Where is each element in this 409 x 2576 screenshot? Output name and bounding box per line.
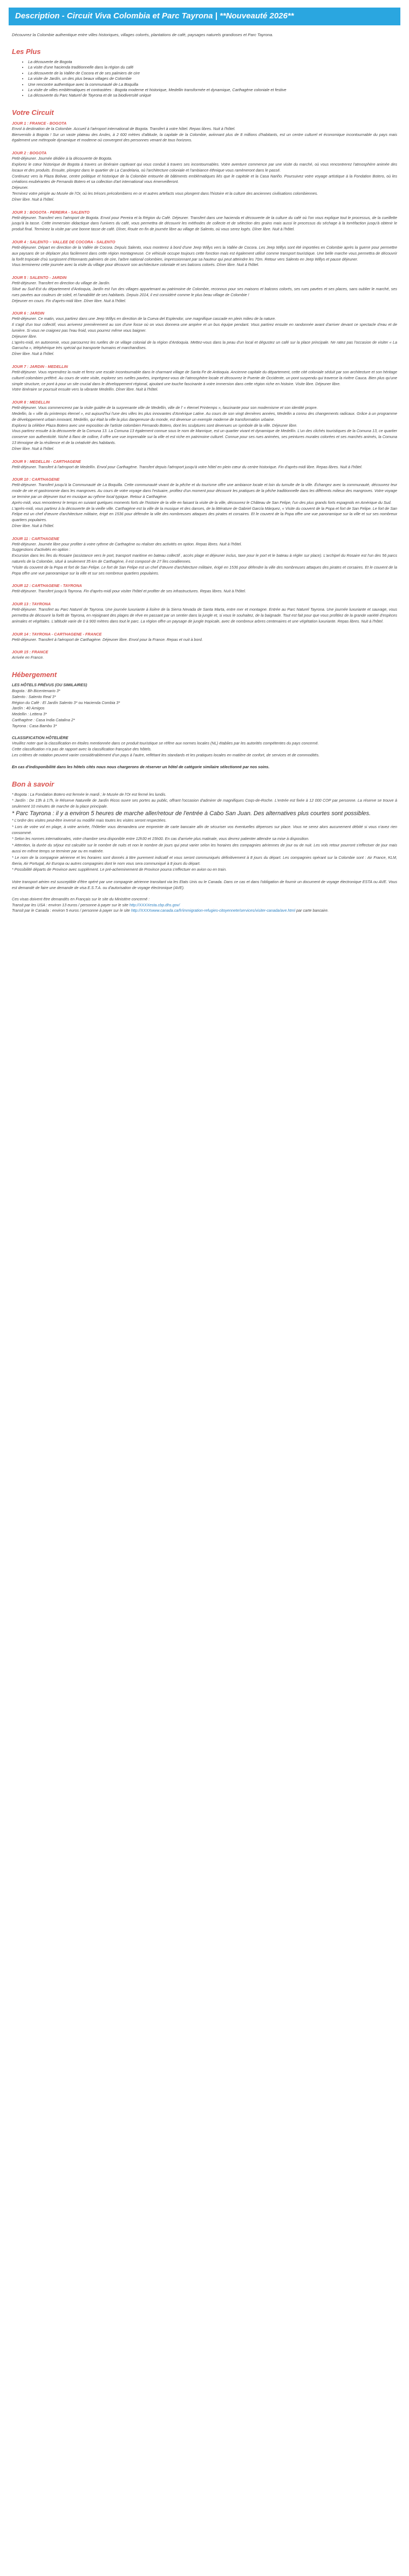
day-text: Petit-déjeuner. Vous reprendrez la route et ferez une escale incontournable dans le charmant village de Santa Fe de Antioquia. Ancienne capitale du département, cette cité coloniale séduit par son architecture et son héritage culturel colombien préféré. Au cours de votre visite, explorez ses ruelles pavées, imprégnez-vous de l'atmosphère locale et découvrez le Puente de Occidente, un pont suspendu qui traverse la rivière Cauca. Bien plus qu'une simple structure, ce pont à pour un site crucial dans le développement régional, ajoutant une touche fascinante à votre immersion dans cette région riche en histoire. Visite libre. Déjeuner libre. (12, 369, 397, 386)
know-item: * Lors de votre vol en plage, à votre arrivée, l'hôtelier vous demandera une empreinte de carte bancaire afin de sécuriser vos éventuelles dépenses sur place. Vous ne serez alors aucunement débité si vous n'avez rien consommé. (12, 824, 397, 835)
day-title: JOUR 15 : FRANCE (12, 650, 49, 655)
day-text: Petit-déjeuner. Transfert vers l'aéroport de Bogota. Envol pour Pereira et la Région du Café. Déjeuner. Transfert dans une hacienda et découverte de la culture du café où l'on vous explique tout le processus, de la cueillette jusqu'à la tasse. Cette immersion didactique dans l'univers du café, vous permettra de découvrir les méthodes de collecte et de sélection des grains mais aussi le processus du séchage à la torréfaction jusqu'à obtenir le produit final. Terminez la visite par une bonne tasse de café. Dîner, Route en fin de journée libre au village de Salento, où vous serez logés. Dîner libre. Nuit à l'hôtel. (12, 215, 397, 232)
day-block (12, 459, 397, 470)
know-heading: Bon à savoir (12, 780, 54, 788)
know-item: * Le nom de la compagnie aérienne et les horaires sont donnés à titre purement indicatif et vous seront communiqués définitivement à 8 jours du départ. Les compagnies opérant sur la Colombie sont : Air France, KLM, Iberia, Air Portugal, Air Europa ou autres compagnies dont le nom vous sera communiqué à 8 jours du départ. (12, 855, 397, 866)
know-section (12, 792, 397, 873)
day-block (12, 209, 397, 233)
hotel-item: Tayrona : Casa Bambu 3* (12, 723, 57, 728)
classification-para: Les critères de notation peuvent varier considérablement d'un pays à l'autre, reflétant les standards et les pratiques locales en matière de confort, de services et de commodités. (12, 753, 320, 758)
day-title: JOUR 3 : BOGOTA - PEREIRA - SALENTO (12, 209, 90, 215)
list-item: • La découverte de la Vallée de Cocora et de ses palmiers de cire (28, 71, 397, 76)
day-block (12, 310, 397, 357)
day-text: Vous terminerez cette journée avec la visite du village pour découvrir son architecture coloniale et ses balcons colorés. Dîner libre. Nuit à l'hôtel. (12, 262, 260, 268)
day-title: JOUR 9 : MEDELLIN - CARTHAGENE (12, 459, 81, 464)
day-title: JOUR 11 : CARTHAGENE (12, 536, 59, 541)
day-text: Petit-déjeuner. Transfert au Parc Naturel de Tayrona. Une journée luxuriante à lisière de la Sierra Nevada de Santa Marta, entre mer et montagne. Entrée au Parc Naturel Tayrona. Une journée luxuriante et sauvage, vous permettra de découvrir la forêt de Tayrona, en rejoignant des plages de rêve en passant par un sentier dans la jungle et, si vous le souhaitez, de la baignade. Tout est fait pour que vous profitiez de la grande variété d'espèces animales et végétales. L'altitude varie de 0 à 900 mètres dans tout le parc. La région offre un paysage de jungle tropicale, avec de nombreux arbres centenaires et une végétation luxuriante. Repas libres. Nuit à l'hôtel. (12, 607, 397, 624)
know-item: * Possibilité départs de Province avec supplément. Le pré-acheminement de Province pourra s'effectuer en avion ou en train. (12, 867, 227, 872)
closing-text: Votre transport aérien est susceptible d'être opéré par une compagnie aérienne transitant via les Etats Unis ou le Canada. Dans ce cas et dans l'obligation de fournir un document de voyage électronique ESTA ou AVE. Vous est demandé de faire une demande de visa E.S.T.A. ou d'autorisation de voyage électronique (AVE). (12, 879, 397, 890)
closing-text: Ces visas doivent être demandés en Français sur le site du Ministère concerné : (12, 896, 150, 901)
day-text: Votre itinéraire se poursuit ensuite vers la vibrante Medellín. Dîner libre. Nuit à l'hôtel. (12, 387, 159, 392)
hotels-heading: Hébergement (12, 671, 57, 679)
day-block (12, 150, 397, 202)
circuit-days (12, 120, 397, 661)
day-text: Petit-déjeuner. Départ en direction de la Vallée de Cocora. Depuis Salento, vous monterez à bord d'une Jeep Willys vers la Vallée de Cocora. Les Jeep Willys sont été importées en Colombie après la guerre pour permettre aux paysans de se déplacer plus facilement dans cette région montagneuse. Ce véhicule occupe toujours cette fonction mais est également utilisé comme transport touristique. Une belle marche vous permettra de découvrir la forêt tropicale d'où surgissent d'étonnants palmiers de cire, l'arbre national colombien, impressionnant par sa hauteur qui peut atteindre les 70m. Retour vers Salento en Jeep Willys et pause déjeuner. (12, 245, 397, 262)
day-text: Continuez vers la Plaza Bolivar, centre politique et historique de la Colombie entourée de bâtiments emblématiques liés que le capitole et la Casa Nariño. Poursuivez votre voyage artistique à la Fondation Botero, où les créations exubérantes de Fernando Botero et sa collection d'art international vous émerveilleront. (12, 173, 397, 185)
plus-heading: Les Plus (12, 47, 41, 56)
day-title: JOUR 14 : TAYRONA - CARTHAGENE - FRANCE (12, 631, 102, 637)
day-text: Terminez votre périple au Musée de l'Or, où les trésors précolombiens en or et autres artefacts vous plongent dans l'histoire et la culture des anciennes civilisations colombiennes. (12, 191, 318, 196)
day-block (12, 239, 397, 268)
circuit-heading: Votre Circuit (12, 108, 54, 117)
day-text: Petit-déjeuner. Ce matin, vous partirez dans une Jeep Willys en direction de la Cueva del Esplendor, une magnifique cascade en plein milieu de la nature. (12, 316, 276, 322)
day-block (12, 601, 397, 624)
day-title: JOUR 10 : CARTHAGENE (12, 477, 60, 482)
list-item: • La découverte de Bogota (28, 59, 397, 65)
page-title: Description - Circuit Viva Colombia et Parc Tayrona | **Nouveauté 2026** (9, 8, 400, 25)
day-text: Explorez le cœur historique de Bogota à travers un itinéraire captivant qui vous conduit à travers ses incontournables. Votre aventure commence par une visite du marché, où vous rencontrerez l'atmosphère animée des locaux et des produits. Ensuite, plongez dans le quartier de La Candelaria, où l'architecture coloniale et l'ambiance éthnique vous ramèneront dans le passé. (12, 162, 397, 173)
know-item: * Selon les normes internationales, votre chambre sera disponible entre 12h30 et 15h00. En cas d'arrivée plus matinale, vous devrez patienter attendre sa mise à disposition. (12, 836, 310, 842)
day-title: JOUR 6 : JARDIN (12, 311, 45, 316)
transit-canada-text: Transit par le Canada : environ 5 euros / personne à payer sur le site http://XXXXwww.canada.ca/fr/immigration-refugies-citoyennete/services/visiter-canada/ave.html par carte bancaire. (12, 908, 329, 913)
day-block (12, 536, 397, 577)
list-item: • La visite de Jardín, un des plus beaux villages de Colombie (28, 76, 397, 81)
day-text: Petit-déjeuner. Transfert jusqu'à Tayrona. Fin d'après-midi pour visiter l'hôtel et profiter de ses infrastructures. Repas libres. Nuit à l'hôtel. (12, 589, 246, 594)
day-block (12, 631, 397, 643)
day-title: JOUR 5 : SALENTO - JARDIN (12, 275, 67, 281)
plus-list (12, 59, 397, 99)
hotels-section (12, 682, 397, 770)
day-text: Dîner libre. Nuit à l'hôtel. (12, 446, 54, 451)
day-text: Medellin, la « ville du printemps éternel », est aujourd'hui l'une des villes les plus innovantes d'Amérique Latine. Au cours de son vingt dernières années, Medellin a connu des changements radicaux. Grâce à un programme de développement urbain innovant, Medellin, qui était la ville la plus dangereuse du monde, est devenue un exemple moderne de transformation urbaine. (12, 411, 397, 422)
list-item: • La visite de villes emblématiques et contrastées : Bogota moderne et historique, Medellin transformée et dynamique, Carthagène coloniale et festive (28, 87, 397, 93)
day-block (12, 583, 397, 595)
day-text: Situé au Sud-Est du département d'Antioquia, Jardín est l'un des villages appartenant au patrimoine de Colombie, reconnus pour ses maisons et balcons colorés, ses rues pavées et ses places, sans oublier le marché, ses rues pavées aux couleurs de soleil, et l'amabilité de ses habitants. Depuis 2014, il est considéré comme le plus beau village de Colombie ! (12, 286, 397, 297)
day-block (12, 649, 397, 661)
classification-heading: CLASSIFICATION HÔTELIÈRE (12, 735, 69, 740)
day-text: Petit-déjeuner. Vous commencerez par la visite guidée de la surprenante ville de Medellín, ville de l' « éternel Printemps », fascinante pour son modernisme et son identité propre. (12, 405, 318, 411)
day-text: Il s'agit d'un tour collectif, vous arriverez premièrement au son d'une fosse où on vous donnera une ampère et un bus équipe pendant. Vous partirez ensuite en randonnée avant d'arriver devant ce spectacle d'eau et de lumière. Si vous ne craignez pas l'eau froid, vous pourrez même vous baigner. (12, 322, 397, 333)
page (0, 8, 409, 930)
day-text: Arrivée en France. (12, 655, 44, 660)
list-item: • La visite d'une hacienda traditionnelle dans la région du café (28, 65, 397, 70)
hotel-list (12, 688, 397, 729)
day-text: Dîner libre. Nuit à l'hôtel. (12, 351, 54, 357)
day-text: Déjeuner libre. (12, 333, 37, 339)
day-text: Dîner libre. Nuit à l'hôtel. (12, 196, 54, 202)
hotel-item: Salento : Salento Real 3* (12, 694, 56, 699)
know-item: * Bogota : La Fondation Botero est fermée le mardi ; le Musée de l'Or est fermé les lundis. (12, 791, 167, 797)
day-text: Petit-déjeuner. Transfert en direction du village de Jardín. (12, 281, 111, 286)
intro-text: Découvrez la Colombie authentique entre villes historiques, villages colorés, plantations de café, paysages naturels grandioses et Parc Tayrona. (12, 32, 274, 37)
know-item-highlight: * Parc Tayrona : il y a environ 5 heures de marche aller/retour de l'entrée à Cabo San Juan. Des alternatives plus courtes sont possibles. (12, 810, 371, 817)
know-items-more (12, 818, 397, 873)
day-title: JOUR 7 : JARDIN - MEDELLIN (12, 364, 68, 369)
day-text: Excursion dans les îles du Rosaire (assistance vers le port, transport maritime en bateau collectif , accès plage et déjeuner inclus, taxe pour le port et le bateau à régler sur place). L'archipel du Rosaire est l'un des 56 parcs naturels de la Colombie, situé à seulement 35 km de Carthagène, il est composé de 27 îles coralliennes. (12, 553, 397, 564)
know-item: * Attention, la durée du séjour est calculée sur le nombre de nuits et non le nombre de jours qui peut varier selon les horaires des compagnies aériennes de jour ou de nuit. Les vols retour pourront s'effectuer de jour mais aussi en même temps se terminer par ou en matinée. (12, 843, 397, 853)
day-text: Explorez la célèbre Plaza Botero avec une exposition de l'artiste colombien Fernando Botero, dont les sculptures sont devenues un symbole de la ville. Déjeuner libre. (12, 422, 298, 428)
esta-link[interactable]: http://XXXXesta.cbp.dhs.gov/ (129, 902, 180, 907)
day-text: Petit-déjeuner. Journée dédiée à la découverte de Bogota. (12, 156, 112, 161)
day-text: Déjeuner en cours. Fin d'après-midi libre. Dîner libre. Nuit à l'hôtel. (12, 298, 126, 303)
day-text: Déjeuner. (12, 185, 29, 190)
day-text: Petit-déjeuner. Transfert à l'aéroport de Medellín. Envol pour Carthagène. Transfert depuis l'aéroport jusqu'à votre hôtel en plein cœur du centre historique. Fin d'après-midi libre. Repas libres. Nuit à l'hôtel. (12, 464, 363, 469)
day-text: Suggestions d'activités en option : (12, 547, 71, 552)
list-item: • La découverte du Parc Naturel de Tayrona et de sa biodiversité unique (28, 93, 397, 98)
transit-usa-text: Transit par les USA : environ 13 euros / personne à payer sur le site http://XXXXesta.cbp.dhs.gov/ (12, 902, 180, 907)
day-text: *Visite du couvent de la Popa et fort de San Felipe. Le fort de San Felipe est un chef d'œuvre d'architecture militaire, érigé en 1536 pour défendre la ville des nombreuses attaques des pirates et corsaires. Et le couvent de la Popa offre une vue panoramique sur la ville et sur ses nombreux quartiers populaires. (12, 564, 397, 576)
day-block (12, 120, 397, 144)
day-block (12, 399, 397, 452)
day-block (12, 275, 397, 304)
availability-note: En cas d'indisponibilité dans les hôtels cités nous nous chargerons de réserver un hôtel de catégorie similaire sélectionné par nos soins. (12, 764, 270, 769)
day-text: L'après-midi, vous partirez à la découverte de la vieille ville. Carthagène est la ville de la musique et des danses, de la littérature de Gabriel García Márquez, « Visite du couvent de la Popa et fort de San Felipe. Le fort de San Felipe est un chef d'œuvre d'architecture militaire, érigé en 1536 pour défendre la ville des nombreuses attaques des pirates et corsaires. Et le couvent de la Popa offre une vue panoramique sur la ville et sur ses nombreux quartiers populaires. (12, 505, 397, 523)
day-text: Dîner libre. Nuit à l'hôtel. (12, 523, 54, 528)
day-title: JOUR 8 : MEDELLIN (12, 400, 50, 405)
day-text: Bienvenido à Bogota ! Sur un vaste plateau des Andes, à 2 600 mètres d'altitude, la capitale de la Colombie, aviinnant plus de 8 millions d'habitants, est un centre culturel et économique incontournable du pays mais également une métropole dynamique et moderne où convergent des personnes venant de tous horizons. (12, 132, 397, 143)
closing-section (12, 879, 397, 914)
hotel-item: Carthagène : Casa India Catalina 2* (12, 718, 75, 723)
day-text: Petit-déjeuner. Transfert jusqu'à la Communauté de La Boquilla. Cette communauté vivant de la pêche et du tourisme offre une ambiance locale et loin du tumulte de la ville. Échangez avec la communauté, découvrez leur mode de vie et gastronomie dans les mangroves. Au cours de votre voyage dans l'estuaire, profitez d'un moment pour découvrir les pratiques de la pêche traditionnelle dans les différents milieux des mangroves. Votre voyage se termine par un déjeuner tout en musique au rythme local typique. Retour à Carthagène. (12, 482, 397, 499)
day-title: JOUR 13 : TAYRONA (12, 602, 51, 607)
hotels-subheading: LES HÔTELS PRÉVUS (OU SIMILAIRES) (12, 682, 87, 688)
classification-para: Veuillez noter que la classification en étoiles mentionnée dans ce produit touristique se réfère aux normes locales (NL) établies par les autorités compétentes du pays concerné. (12, 741, 319, 746)
list-item: • Une rencontre authentique avec la communauté de La Boquilla (28, 82, 397, 87)
hotel-item: Bogota : Bh Bicentenario 3* (12, 688, 60, 694)
classification-text (12, 741, 397, 758)
day-text: Petit-déjeuner. Journée libre pour profiter à votre rythme de Carthagène ou réaliser des activités en option. Repas libres. Nuit à l'hôtel. (12, 541, 242, 546)
day-text: Envol à destination de la Colombie. Accueil à l'aéroport international de Bogota. Transfert à votre hôtel. Repas libres. Nuit à l'hôtel. (12, 126, 236, 131)
know-item: * Jardín : De 13h à 17h, le Réserve Naturelle de Jardín Ricos ouvre ses portes au public, offrant l'occasion d'admirer de magnifiques Coqs-de-Roche. L'entrée est fixée à 12 000 COP par personne. La réserve se trouve à seulement 10 minutes de marche de la place principale. (12, 798, 397, 809)
ave-link[interactable]: http://XXXXwww.canada.ca/fr/immigration-refugies-citoyennete/services/visiter-canada/ave.html (131, 908, 296, 913)
day-title: JOUR 2 : BOGOTA (12, 151, 47, 156)
day-text: L'après-midi, en autonomie, vous parcourrez les ruelles de ce village colonial de la région d'Antioquia. Mettez-vous dans la peau d'un local et dégustez un café sur la place principale. Ne ratez pas l'occasion de visiter « La Garrucha », téléphérique très spécial qui transporte humains et marchandises. (12, 339, 397, 351)
hotel-item: Région du Café : El Jardín Salento 3* ou Hacienda Combia 3* (12, 700, 120, 705)
day-title: JOUR 4 : SALENTO – VALLEE DE COCORA - SALENTO (12, 240, 115, 244)
hotel-item: Jardín : 40 Amigos (12, 706, 45, 711)
day-text: Petit-déjeuner. Transfert à l'aéroport de Carthagène. Déjeuner libre. Envol pour la France. Repas et nuit à bord. (12, 637, 203, 642)
day-block (12, 476, 397, 529)
know-item: * L'ordre des visites peut-être inversé ou modifié mais toutes les visites seront respectées. (12, 818, 167, 823)
day-text: Vous partirez ensuite à la découverte de la Comuna 13. La Comuna 13 également connue sous le nom de Manrique, est un quartier vivant et dynamique de Medellín. L'un des clichés touristiques de la Comuna 13, ce quartier conserve son authenticité. Niché à flanc de colline, il offre une vue imprenable sur la ville et est riche en patrimoine culturel. Connue pour ses rues animées, ses peintures murales colorées et ses marchés animés, la Comuna 13 témoigne de la résilience et de la créativité des habitants. (12, 428, 397, 445)
day-title: JOUR 12 : CARTHAGENE - TAYRONA (12, 583, 82, 589)
day-text: Après-midi, vous remonterez le temps en suivant quelques moments forts de l'histoire de la ville en faisant la visite de la ville, découvrez le Château de San Felipe, l'un des plus grands forts espagnols en Amérique du Sud. (12, 500, 392, 505)
day-block (12, 364, 397, 393)
day-title: JOUR 1 : FRANCE - BOGOTA (12, 120, 67, 126)
hotel-item: Medellin : Lettera 3* (12, 712, 47, 717)
classification-para: Cette classification n'a pas de rapport avec la classification française des hôtels. (12, 747, 152, 752)
